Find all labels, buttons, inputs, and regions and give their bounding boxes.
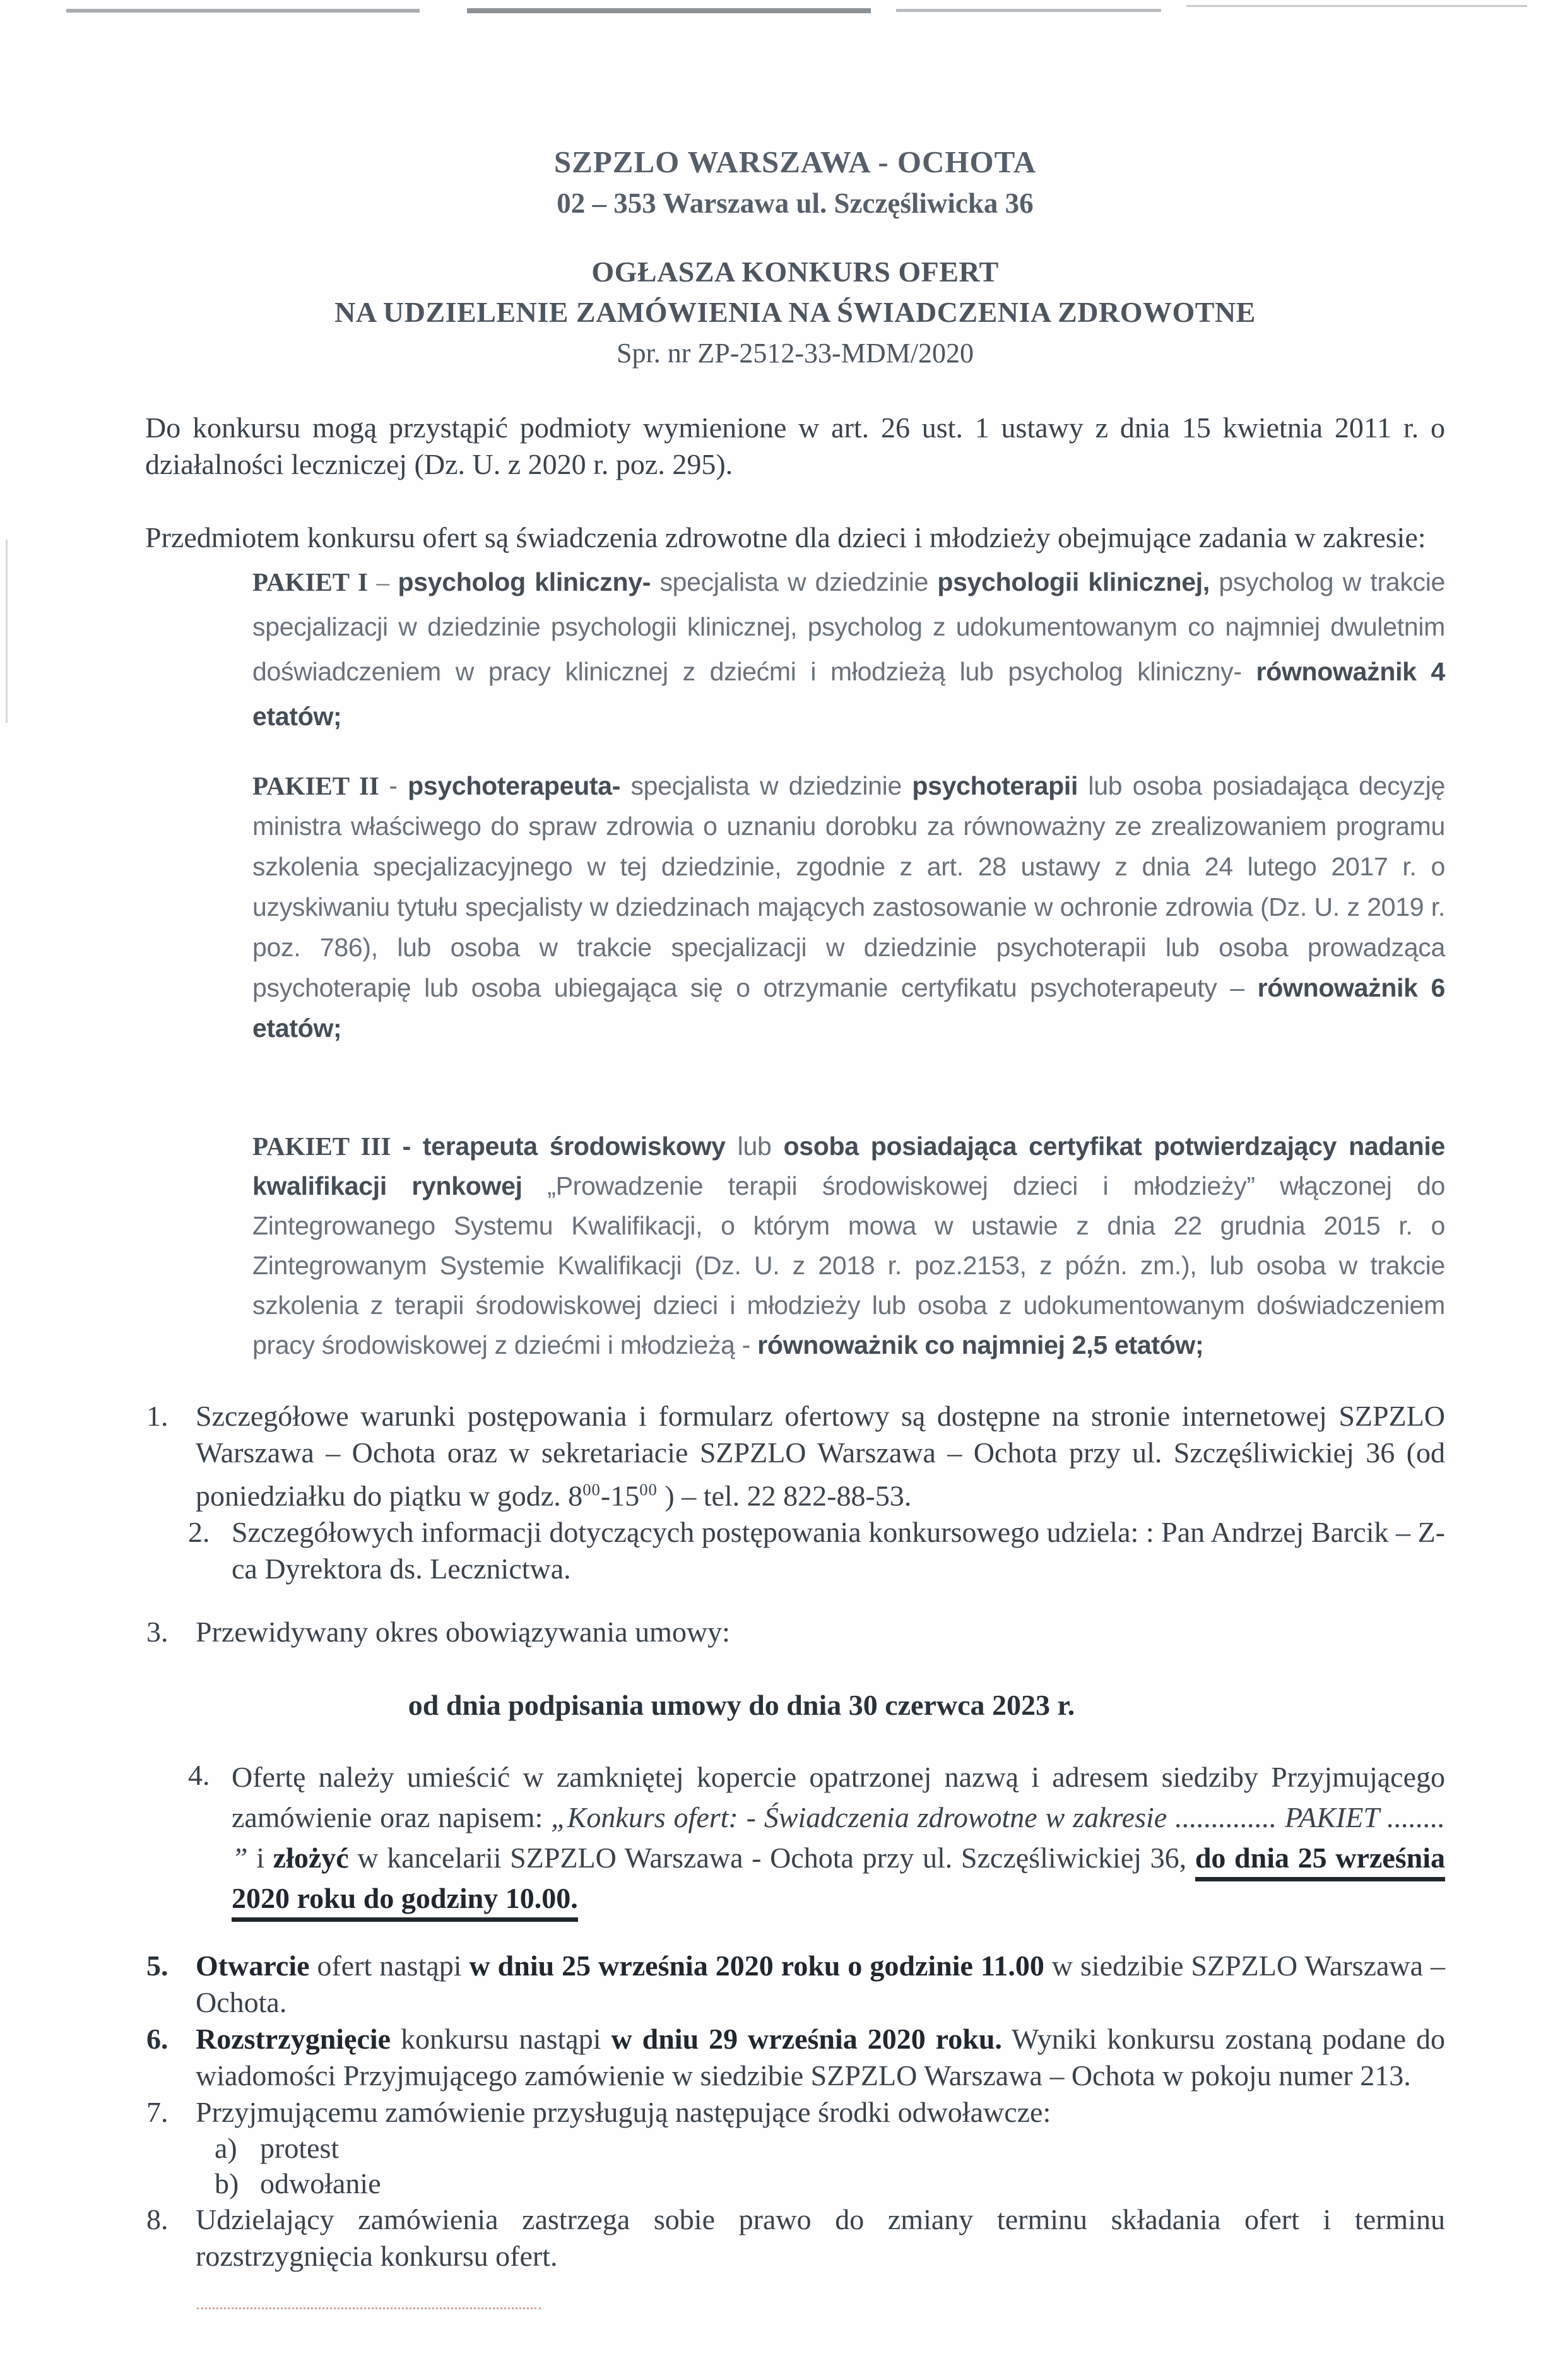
sublist-item-a <box>215 2131 1445 2166</box>
list-item-text: Przyjmującemu zamówienie przysługują następujące środki odwoławcze: <box>196 2096 1051 2129</box>
list-item-text: Ofertę należy umieścić w zamkniętej kopercie opatrzonej nazwą i adresem siedziby Przyjmującego zamówienie oraz napisem: „Konkurs ofert: - Świadczenia zdrowotne w zakresie .............. PAKIET ........ ” i złożyć w kancelarii SZPZLO Warszawa - Ochota przy ul. Szczęśliwickiej 36, do dnia 25 września 2020 roku do godziny 10.00. <box>232 1757 1445 1919</box>
organization-address: 02 – 353 Warszawa ul. Szczęśliwicka 36 <box>557 187 1034 219</box>
sublist-marker: b) <box>215 2167 239 2200</box>
appeal-measures-sublist <box>215 2131 1445 2201</box>
pakiet-3-paragraph: PAKIET III - terapeuta środowiskowy lub osoba posiadająca certyfikat potwierdzający nadanie kwalifikacji rynkowej „Prowadzenie terapii środowiskowej dzieci i młodzieży” włączonej do Zintegrowanego Systemu Kwalifikacji, o którym mowa w ustawie z dnia 22 grudnia 2015 r. o Zintegrowanym Systemie Kwalifikacji (Dz. U. z 2018 r. poz.2153, z późn. zm.), lub osoba w trakcie szkolenia z terapii środowiskowej dzieci i młodzieży lub osoba z udokumentowanym doświadczeniem pracy środowiskowej z dziećmi i młodzieżą - równoważnik co najmniej 2,5 etatów; <box>252 1132 1446 1359</box>
list-item-number: 4. <box>188 1759 210 1792</box>
sublist-marker: a) <box>215 2132 237 2165</box>
list-item-5 <box>145 1948 1445 2021</box>
list-item-6 <box>145 2021 1445 2094</box>
pakiet-1-paragraph: PAKIET I – psycholog kliniczny- specjalista w dziedzinie psychologii klinicznej, psycholog w trakcie specjalizacji w dziedzinie psychologii klinicznej, psycholog z udokumentowanym co najmniej dwuletnim doświadczeniem w pracy klinicznej z dziećmi i młodzieżą lub psycholog kliniczny- równoważnik 4 etatów; <box>252 567 1446 731</box>
list-item-8 <box>145 2201 1445 2275</box>
contract-period-line: od dnia podpisania umowy do dnia 30 czerwca 2023 r. <box>408 1689 1075 1722</box>
sublist-label: odwołanie <box>260 2167 381 2200</box>
list-item-number: 6. <box>146 2023 168 2056</box>
list-item-1 <box>145 1398 1445 1514</box>
scan-artifact-left-edge <box>6 540 8 723</box>
list-item-4 <box>145 1757 1445 1919</box>
list-item-number: 2. <box>188 1516 210 1549</box>
subject-paragraph: Przedmiotem konkursu ofert są świadczenia zdrowotne dla dzieci i młodzieży obejmujące zadania w zakresie: <box>145 521 1426 554</box>
list-item-text: Otwarcie ofert nastąpi w dniu 25 września 2020 roku o godzinie 11.00 w siedzibie SZPZLO Warszawa – Ochota. <box>196 1950 1445 2019</box>
list-item-7 <box>145 2094 1445 2201</box>
list-item-3 <box>145 1614 1445 1722</box>
list-item-text: Szczegółowych informacji dotyczących postępowania konkursowego udziela: : Pan Andrzej Barcik – Z-ca Dyrektora ds. Lecznictwa. <box>232 1516 1445 1585</box>
list-item-text: Przewidywany okres obowiązywania umowy: <box>196 1616 730 1649</box>
list-item-text: Szczegółowe warunki postępowania i formularz ofertowy są dostępne na stronie internetowej SZPZLO Warszawa – Ochota oraz w sekretariacie SZPZLO Warszawa – Ochota przy ul. Szczęśliwickiej 36 (od poniedziałku do piątku w godz. $8^{00}-15^{00}$ ) – tel. 22 822-88-53. <box>196 1400 1445 1512</box>
pakiet-2-paragraph: PAKIET II - psychoterapeuta- specjalista w dziedzinie psychoterapii lub osoba posiadająca decyzję ministra właściwego do spraw zdrowia o uznaniu dorobku za równoważny ze zrealizowaniem programu szkolenia specjalizacyjnego w tej dziedzinie, zgodnie z art. 28 ustawy z dnia 24 lutego 2017 r. o uzyskiwaniu tytułu specjalisty w dziedzinach mających zastosowanie w ochronie zdrowia (Dz. U. z 2019 r. poz. 786), lub osoba w trakcie specjalizacji w dziedzinie psychoterapii lub osoba prowadząca psychoterapię lub osoba ubiegająca się o otrzymanie certyfikatu psychoterapeuty – równoważnik 6 etatów; <box>252 771 1446 1043</box>
list-item-number: 5. <box>146 1950 168 1982</box>
sublist-item-b <box>215 2166 1445 2201</box>
announcement-subtitle: NA UDZIELENIE ZAMÓWIENIA NA ŚWIADCZENIA ZDROWOTNE <box>334 296 1256 328</box>
intro-paragraph: Do konkursu mogą przystąpić podmioty wymienione w art. 26 ust. 1 ustawy z dnia 15 kwietnia 2011 r. o działalności leczniczej (Dz. U. z 2020 r. poz. 295). <box>145 411 1445 480</box>
numbered-list <box>145 1398 1445 2275</box>
announcement-title: OGŁASZA KONKURS OFERT <box>591 256 999 288</box>
case-number: Spr. nr ZP-2512-33-MDM/2020 <box>617 338 974 369</box>
list-item-number: 1. <box>146 1400 168 1432</box>
list-item-number: 3. <box>146 1616 168 1649</box>
sublist-label: protest <box>260 2132 340 2165</box>
list-item-2 <box>145 1514 1445 1587</box>
scan-artifact-red-dots <box>197 2307 541 2309</box>
list-item-text: Rozstrzygnięcie konkursu nastąpi w dniu 29 września 2020 roku. Wyniki konkursu zostaną podane do wiadomości Przyjmującego zamówienie w siedzibie SZPZLO Warszawa – Ochota w pokoju numer 213. <box>196 2023 1446 2092</box>
organization-name: SZPZLO WARSZAWA - OCHOTA <box>553 145 1037 179</box>
list-item-number: 8. <box>146 2203 168 2236</box>
list-item-number: 7. <box>146 2096 168 2129</box>
document-content <box>145 0 1445 2275</box>
list-item-text: Udzielający zamówienia zastrzega sobie prawo do zmiany terminu składania ofert i terminu rozstrzygnięcia konkursu ofert. <box>196 2203 1445 2273</box>
